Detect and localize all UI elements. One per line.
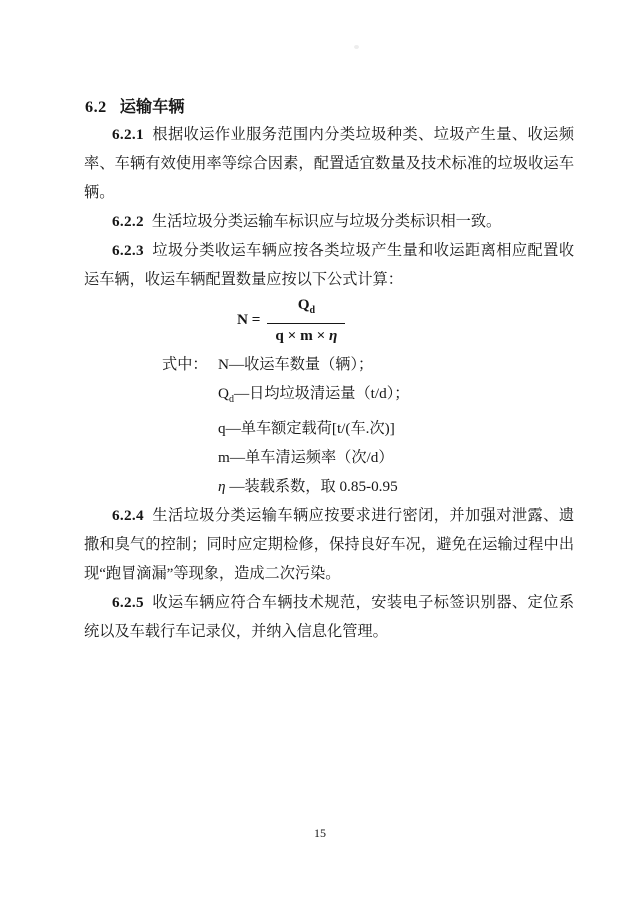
section-number: 6.2 — [85, 98, 107, 116]
section-title: 运输车辆 — [119, 98, 185, 116]
numerator-base: Q — [297, 296, 310, 314]
clause-6-2-4 — [84, 501, 574, 588]
var-symbol: N — [218, 356, 229, 373]
formula-variable-definitions — [84, 350, 574, 501]
clause-number: 6.2.4 — [112, 507, 144, 525]
formula-fraction — [267, 295, 345, 344]
var-description: —日均垃圾清运量（t/d）； — [233, 385, 410, 402]
page-content — [0, 95, 640, 646]
scan-speck-artifact — [354, 45, 359, 49]
clause-text: 垃圾分类收运车辆应按各类垃圾产生量和收运距离相应配置收运车辆，收运车辆配置数量应按以下公式计算： — [84, 242, 574, 288]
var-definition-N — [84, 350, 574, 379]
clause-number: 6.2.2 — [112, 213, 144, 230]
var-definition-q — [84, 414, 574, 443]
clause-text: 生活垃圾分类运输车标识应与垃圾分类标识相一致。 — [151, 213, 502, 230]
clause-number: 6.2.3 — [112, 242, 144, 259]
clause-number: 6.2.5 — [112, 594, 144, 612]
var-description: —收运车数量（辆）； — [228, 356, 374, 373]
var-definition-Qd — [84, 379, 574, 414]
clause-text: 生活垃圾分类运输车辆应按要求进行密闭，并加强对泄露、遗撒和臭气的控制；同时应定期检修，保持良好车况，避免在运输过程中出现“跑冒滴漏”等现象，造成二次污染。 — [84, 507, 574, 583]
denominator-terms: q × m × — [275, 326, 330, 344]
var-symbol-subscript: d — [228, 394, 234, 406]
var-description: —装载系数，取 0.85-0.95 — [225, 478, 398, 496]
var-symbol: Q — [218, 385, 229, 402]
var-description: —单车额定载荷[t/(车.次)] — [225, 420, 395, 438]
clause-text: 根据收运作业服务范围内分类垃圾种类、垃圾产生量、收运频率、车辆有效使用率等综合因素，配置适宜数量及技术标准的垃圾收运车辆。 — [84, 126, 574, 201]
var-definition-eta — [84, 472, 574, 501]
var-symbol: q — [218, 420, 226, 438]
denominator-eta-symbol: η — [329, 326, 338, 344]
vehicle-count-formula — [84, 296, 574, 344]
clause-6-2-1 — [84, 120, 574, 207]
var-symbol: m — [218, 449, 230, 467]
clause-6-2-3 — [84, 236, 574, 294]
var-description: —单车清运频率（次/d） — [229, 449, 394, 467]
formula-numerator — [267, 295, 345, 323]
where-prefix: 式中： — [162, 356, 208, 373]
numerator-subscript: d — [309, 305, 316, 317]
page-number: 15 — [314, 826, 326, 840]
section-heading — [85, 95, 574, 120]
clause-6-2-5 — [84, 588, 574, 646]
var-definition-m — [84, 443, 574, 472]
clause-6-2-2 — [84, 207, 574, 236]
var-symbol: η — [218, 478, 226, 496]
formula-denominator — [267, 324, 345, 345]
formula-lhs: N = — [237, 311, 261, 328]
clause-text: 收运车辆应符合车辆技术规范，安装电子标签识别器、定位系统以及车载行车记录仪，并纳入信息化管理。 — [84, 594, 574, 641]
clause-number: 6.2.1 — [112, 126, 144, 143]
